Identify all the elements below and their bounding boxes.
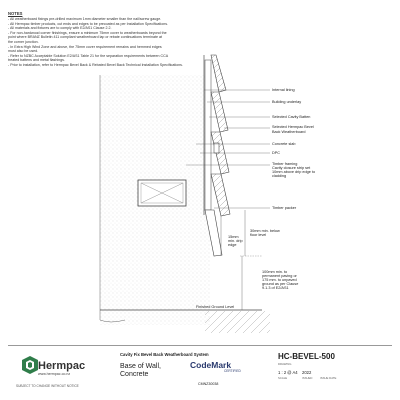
label-timber-packer: Timber packer: [272, 206, 297, 210]
fixing-clip: [214, 143, 219, 153]
label-framing-4: cladding: [272, 174, 287, 178]
label-paving-4: ground as per Clause: [262, 282, 299, 286]
label-drip-1: 15mm: [228, 235, 239, 239]
system-name: Cavity Fix Bevel Back Weatherboard System: [120, 352, 209, 357]
label-drip-2: min. drip: [228, 239, 243, 243]
drawing-title-line: Concrete: [120, 371, 149, 378]
label-framing-3: 10mm above drip edge to: [272, 170, 316, 174]
note-line: - Refer to NZBC Acceptable Solution E2/AS1 Table 21 for the separation requirements between CCA: [8, 53, 169, 58]
drawing-title-line: Base of Wall,: [120, 363, 161, 370]
note-line: - For non-hardwood corner finishings, ensure a minimum 75mm cover to weatherboards beyond the: [8, 30, 167, 35]
label-30mm-1: 30mm min. below: [250, 229, 280, 233]
note-line: - In Extra High Wind Zone and above, the 75mm cover requirement remains and hemmed edges: [8, 44, 162, 49]
note-line: - All materials and fixtures are to comply with E2/AS1 Clause 2.2.: [8, 26, 112, 31]
label-weatherboard-1: Selected Hermpac Bevel: [272, 125, 314, 129]
ground-soil: [205, 311, 270, 333]
drawing-date-label: ISSUED: [302, 376, 313, 380]
title-block: [8, 345, 392, 396]
note-line: - All Hermpac timber products, cut ends and edges to be precoated as per Installation Specifications.: [8, 21, 169, 26]
brand-url: www.hermpac.co.nz: [38, 372, 71, 376]
label-paving-1: 100mm min. to: [262, 270, 288, 274]
note-line: - All weatherboard fixings pre-drilled maximum 1mm diameter smaller than the nail/screw gauge.: [8, 17, 162, 22]
note-line: point where BRANZ Bulletin 411 compliant weatherboard lap or rebate continuations terminate at: [8, 35, 162, 40]
brand-disclaimer: SUBJECT TO CHANGE WITHOUT NOTICE: [16, 384, 79, 388]
label-cavity-batten: Selected Cavity Batten: [272, 115, 311, 119]
label-30mm-2: floor level: [250, 233, 267, 237]
drawing-number-label: DRAWING: [278, 362, 292, 366]
weatherboard: [211, 92, 228, 132]
note-line: treated battens and metal flashings.: [8, 58, 65, 63]
codemark-number: CMNZ30038: [198, 382, 219, 386]
label-weatherboard-2: Back Weatherboard: [272, 130, 306, 134]
label-drip-3: edge: [228, 243, 237, 247]
drawing-scale-label: SCALE: [278, 376, 288, 380]
codemark-certified: CERTIFIED: [224, 369, 241, 373]
cavity-batten: [205, 60, 211, 210]
label-framing-2: Cavity closure strip set: [272, 166, 311, 170]
label-paving-3: 175 mm. to unpaved: [262, 278, 297, 282]
label-paving-5: 9.1.3 of E2/AS1: [262, 286, 289, 290]
brand-name: Hermpac: [38, 360, 86, 372]
issue-date-label: ISSUE DATE: [320, 376, 337, 380]
drawing-date: 2022: [302, 370, 312, 375]
notes-title: NOTES: [8, 11, 23, 16]
label-concrete-slab: Concrete slab: [272, 142, 296, 146]
label-ground-level: Finished Ground Level: [196, 305, 235, 309]
drawing-scale: 1 : 2 @ A4: [278, 370, 298, 375]
label-paving-2: permanent paving or: [262, 274, 297, 278]
codemark-logo: CodeMark: [190, 360, 232, 370]
note-line: must also be used.: [8, 49, 39, 54]
drawing-title: [120, 363, 161, 379]
label-building-underlay: Building underlay: [272, 100, 302, 104]
label-framing-1: Timber framing: [272, 162, 298, 166]
drawing-number: HC-BEVEL-500: [278, 352, 335, 361]
note-line: the corner junction.: [8, 40, 39, 45]
label-internal-lining: Internal lining: [272, 88, 295, 92]
label-dpc: DPC: [272, 151, 281, 155]
weatherboard: [211, 55, 226, 92]
note-line: - Prior to installation, refer to Hermpac Bevel Back & Rebated Bevel Back Technical Installation Specifications.: [8, 63, 183, 68]
